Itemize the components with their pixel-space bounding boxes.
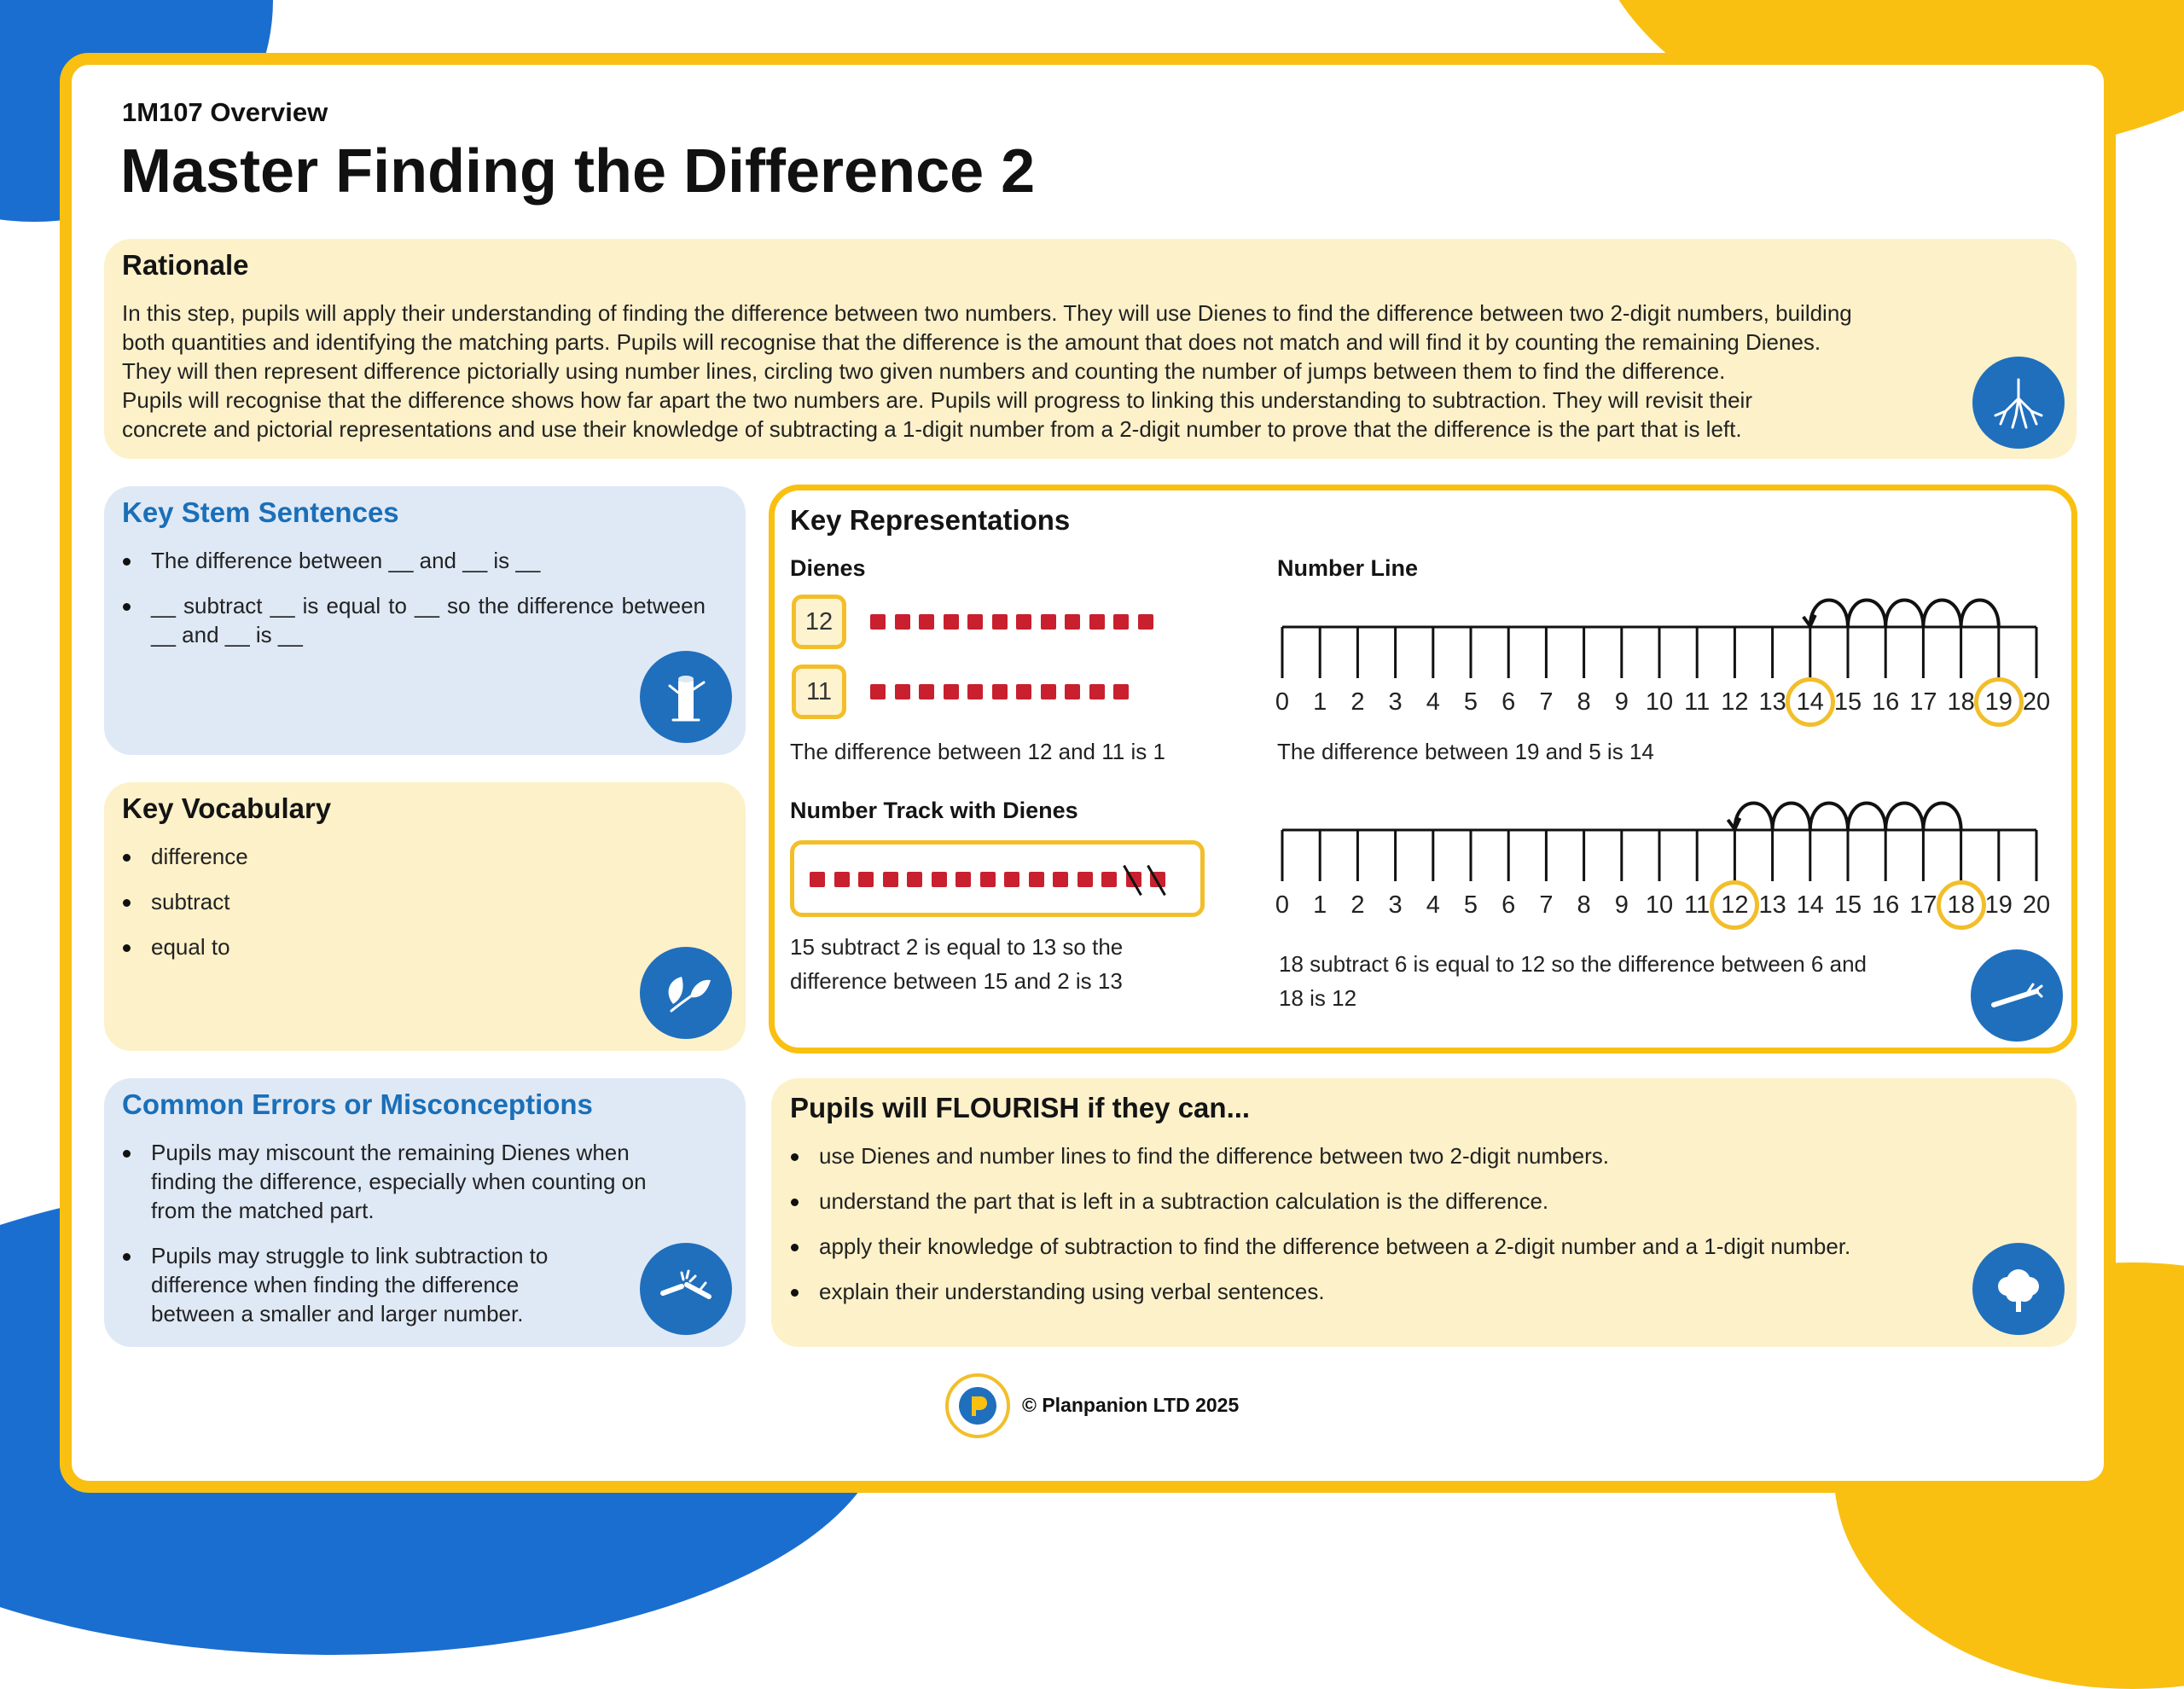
number-line-label: 12	[1721, 891, 1749, 919]
number-line-label: 17	[1909, 891, 1937, 919]
jump-arc	[1848, 601, 1885, 628]
number-line-label: 7	[1539, 688, 1554, 716]
number-line-label: 9	[1614, 891, 1629, 919]
jump-arc	[1885, 804, 1923, 831]
cross-out-mark	[1123, 865, 1142, 896]
number-line-label: 1	[1313, 891, 1327, 919]
dienes-cube	[1065, 614, 1080, 630]
dienes-caption: The difference between 12 and 11 is 1	[790, 739, 1165, 764]
number-line-label: 15	[1833, 891, 1862, 919]
number-line-label: 0	[1275, 891, 1290, 919]
broken-branch-icon	[640, 1243, 732, 1335]
circled-number-ring	[1786, 677, 1835, 727]
number-line-label: 3	[1388, 688, 1403, 716]
flourish-list	[790, 1141, 1885, 1322]
number-line-label: 0	[1275, 688, 1290, 716]
dienes-cube	[956, 872, 971, 887]
number-track-heading: Number Track with Dienes	[790, 798, 1078, 823]
number-line-2-labels	[1277, 891, 2062, 926]
number-line-label: 11	[1684, 891, 1711, 919]
number-line-label: 10	[1645, 891, 1674, 919]
dienes-cube	[834, 872, 850, 887]
number-line-label: 13	[1758, 688, 1786, 716]
vocabulary-heading: Key Vocabulary	[122, 792, 332, 824]
dienes-cube	[932, 872, 947, 887]
dienes-cube	[1065, 684, 1080, 699]
dienes-cube	[1126, 872, 1141, 887]
errors-list	[122, 1138, 731, 1344]
dienes-cube	[992, 614, 1008, 630]
list-item: difference	[151, 842, 663, 871]
number-line-label: 20	[2022, 891, 2051, 919]
jump-arc	[1734, 804, 1772, 831]
dienes-number-box: 11	[792, 665, 846, 719]
rationale-line: They will then represent difference pictorially using number lines, circling two given numbers and counting the number of jumps between them to find the difference.	[122, 358, 1726, 384]
number-line-1-labels	[1277, 688, 2062, 723]
dienes-cube	[1016, 614, 1031, 630]
rationale-text	[122, 299, 2059, 444]
dienes-cube	[1113, 684, 1129, 699]
number-line-label: 5	[1463, 688, 1478, 716]
stem-sentences-panel	[104, 486, 746, 755]
number-track-caption-line: 15 subtract 2 is equal to 13 so the	[790, 934, 1124, 960]
number-line-label: 2	[1350, 891, 1365, 919]
page-title: Master Finding the Difference 2	[120, 137, 1036, 206]
dienes-cube	[1138, 614, 1153, 630]
jump-arc	[1923, 601, 1960, 628]
list-item: Pupils may miscount the remaining Dienes when finding the difference, especially when counting on from the matched part.	[151, 1138, 663, 1225]
number-line-label: 11	[1684, 688, 1711, 716]
dienes-cube	[919, 614, 934, 630]
number-line-label: 6	[1502, 688, 1516, 716]
number-line-heading: Number Line	[1277, 555, 1419, 581]
tree-trunk-icon	[640, 651, 732, 743]
dienes-cube	[1004, 872, 1019, 887]
number-line-label: 18	[1947, 688, 1975, 716]
stem-sentences-list	[122, 546, 706, 665]
dienes-cube	[1089, 684, 1105, 699]
dienes-cube	[883, 872, 898, 887]
dienes-cube	[967, 614, 983, 630]
vocabulary-panel	[104, 782, 746, 1051]
rationale-line: both quantities and identifying the matching parts. Pupils will recognise that the difference is the amount that does not match and will find it by counting the remaining Dienes.	[122, 329, 1821, 355]
number-line-2-caption-line: 18 subtract 6 is equal to 12 so the difference between 6 and	[1279, 951, 1867, 977]
dienes-cube	[1101, 872, 1117, 887]
flourish-heading: Pupils will FLOURISH if they can...	[790, 1092, 1251, 1123]
number-line-label: 7	[1539, 891, 1554, 919]
dienes-cube	[919, 684, 934, 699]
list-item: explain their understanding using verbal sentences.	[819, 1277, 1885, 1306]
jump-arc	[1810, 804, 1848, 831]
number-line-label: 14	[1796, 891, 1824, 919]
stem-sentences-heading: Key Stem Sentences	[122, 496, 399, 528]
number-line-label: 4	[1426, 688, 1440, 716]
list-item: Pupils may struggle to link subtraction to difference when finding the difference between a smaller and larger number.	[151, 1241, 595, 1328]
representations-heading: Key Representations	[790, 504, 1071, 536]
number-line-label: 4	[1426, 891, 1440, 919]
flourish-panel	[771, 1078, 2077, 1347]
dienes-cube	[1041, 614, 1056, 630]
rationale-heading: Rationale	[122, 249, 249, 281]
number-line-label: 16	[1872, 891, 1900, 919]
dienes-number-box: 12	[792, 595, 846, 649]
errors-heading: Common Errors or Misconceptions	[122, 1088, 593, 1120]
number-line-1	[1277, 584, 2062, 678]
dienes-cube	[1041, 684, 1056, 699]
tree-icon	[1972, 1243, 2065, 1335]
number-line-label: 8	[1577, 891, 1591, 919]
list-item: equal to	[151, 932, 663, 961]
dienes-cube	[870, 614, 886, 630]
jump-arc	[1848, 804, 1885, 831]
dienes-cube	[944, 614, 959, 630]
dienes-cube	[992, 684, 1008, 699]
copyright: © Planpanion LTD 2025	[1022, 1394, 1240, 1416]
dienes-cube	[907, 872, 922, 887]
number-line-2-caption-line: 18 is 12	[1279, 985, 1357, 1011]
number-track	[790, 840, 1205, 917]
list-item: use Dienes and number lines to find the difference between two 2-digit numbers.	[819, 1141, 1885, 1170]
number-line-label: 18	[1947, 891, 1975, 919]
dienes-cube	[1150, 872, 1165, 887]
dienes-cube	[1113, 614, 1129, 630]
list-item: The difference between __ and __ is __	[151, 546, 706, 575]
number-track-caption-line: difference between 15 and 2 is 13	[790, 968, 1123, 994]
circled-number-ring	[1937, 880, 1986, 930]
number-line-label: 12	[1721, 688, 1749, 716]
list-item: subtract	[151, 887, 663, 916]
number-line-label: 6	[1502, 891, 1516, 919]
circled-number-ring	[1710, 880, 1759, 930]
rationale-line: Pupils will recognise that the difference shows how far apart the two numbers are. Pupils will progress to linking this understanding to subtraction. They will revisit their	[122, 387, 1752, 413]
number-line-label: 2	[1350, 688, 1365, 716]
number-line-label: 19	[1984, 891, 2013, 919]
dienes-cube	[810, 872, 825, 887]
number-line-label: 15	[1833, 688, 1862, 716]
number-line-label: 19	[1984, 688, 2013, 716]
twig-icon	[1971, 949, 2063, 1042]
planpanion-logo	[945, 1373, 1010, 1438]
dienes-cube	[1053, 872, 1068, 887]
jump-arc	[1923, 804, 1960, 831]
jump-arc	[1773, 804, 1810, 831]
dienes-cube	[870, 684, 886, 699]
number-line-label: 8	[1577, 688, 1591, 716]
dienes-cube	[895, 684, 910, 699]
number-line-label: 10	[1645, 688, 1674, 716]
number-line-label: 5	[1463, 891, 1478, 919]
vocabulary-list	[122, 842, 663, 978]
list-item: __ subtract __ is equal to __ so the difference between __ and __ is __	[151, 593, 706, 647]
number-line-1-caption: The difference between 19 and 5 is 14	[1277, 739, 1654, 764]
number-line-label: 3	[1388, 891, 1403, 919]
rationale-line: concrete and pictorial representations and use their knowledge of subtracting a 1-digit number from a 2-digit number to prove that the difference is the part that is left.	[122, 416, 1742, 442]
number-line-label: 16	[1872, 688, 1900, 716]
dienes-cube	[1029, 872, 1044, 887]
dienes-cube	[967, 684, 983, 699]
dienes-cube	[895, 614, 910, 630]
number-line-2	[1277, 787, 2062, 881]
circled-number-ring	[1974, 677, 2024, 727]
dienes-heading: Dienes	[790, 555, 866, 581]
representations-panel	[769, 485, 2077, 1053]
dienes-cube	[1089, 614, 1105, 630]
dienes-cube	[980, 872, 996, 887]
rationale-panel	[104, 239, 2077, 459]
number-line-label: 17	[1909, 688, 1937, 716]
jump-arc	[1810, 601, 1848, 628]
number-line-label: 14	[1796, 688, 1824, 716]
number-line-label: 20	[2022, 688, 2051, 716]
leaves-icon	[640, 947, 732, 1039]
cross-out-mark	[1147, 865, 1166, 896]
roots-icon	[1972, 357, 2065, 449]
list-item: understand the part that is left in a subtraction calculation is the difference.	[819, 1187, 1885, 1216]
lesson-code: 1M107 Overview	[122, 97, 328, 127]
dienes-cube	[858, 872, 874, 887]
list-item: apply their knowledge of subtraction to find the difference between a 2-digit number and a 1-digit number.	[819, 1232, 1885, 1261]
errors-panel	[104, 1078, 746, 1347]
dienes-cube	[944, 684, 959, 699]
number-line-label: 1	[1313, 688, 1327, 716]
number-line-label: 13	[1758, 891, 1786, 919]
jump-arc	[1885, 601, 1923, 628]
number-line-label: 9	[1614, 688, 1629, 716]
dienes-cube	[1016, 684, 1031, 699]
dienes-cube	[1077, 872, 1093, 887]
rationale-line: In this step, pupils will apply their understanding of finding the difference between two numbers. They will use Dienes to find the difference between two 2-digit numbers, building	[122, 300, 1852, 326]
jump-arc	[1961, 601, 1999, 628]
